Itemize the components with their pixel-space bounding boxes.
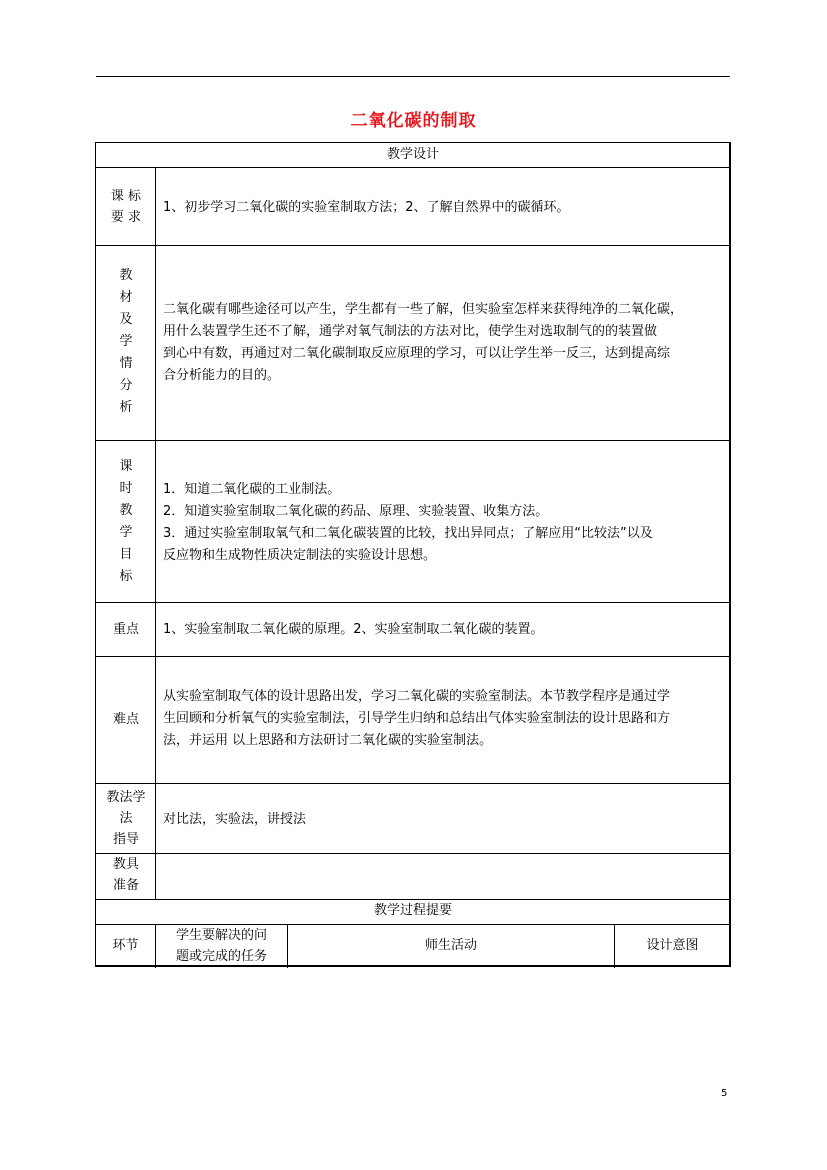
column-stage: 环节 (112, 938, 139, 953)
section-header-process-outline: 教学过程提要 (373, 903, 452, 918)
lesson-plan-table (95, 142, 731, 967)
tools-label: 教具 准备 (112, 857, 139, 893)
column-teacher-student-activity: 师生活动 (424, 938, 477, 953)
key-points-content: 1、实验室制取二氧化碳的原理。2、实验室制取二氧化碳的装置。 (163, 622, 544, 637)
methods-label: 教法学 法 指导 (106, 790, 146, 847)
document-title: 二氧化碳的制取 (350, 111, 477, 131)
header-rule (96, 76, 730, 77)
column-design-intent: 设计意图 (646, 938, 699, 953)
analysis-label: 教 材 及 学 情 分 析 (119, 268, 133, 415)
analysis-content: 二氧化碳有哪些途径可以产生，学生都有一些了解，但实验室怎样来获得纯净的二氧化碳， 用什么装置学生还不了解，通学对氧气制法的方法对比，使学生对选取制气的的装置做 到心中有数，再通过对二氧化碳制取反应原理的学习，可以让学生举一反三，达到提高综 合分析能力的目的。 (163, 302, 684, 383)
column-student-task: 学生要解决的问 题或完成的任务 (175, 928, 267, 964)
curriculum-label: 课 标 要 求 (110, 189, 142, 225)
page-number: 5 (721, 1088, 728, 1099)
key-points-label: 重点 (112, 622, 139, 637)
objectives-content: 1．知道二氧化碳的工业制法。 2．知道实验室制取二氧化碳的药品、原理、实验装置、收集方法。 3．通过实验室制取氧气和二氧化碳装置的比较，找出异同点；了解应用“比较法”以及 反应物和生成物性质决定制法的实验设计思想。 (163, 482, 653, 563)
curriculum-content: 1、初步学习二氧化碳的实验室制取方法；2、了解自然界中的碳循环。 (163, 200, 570, 215)
difficulties-content: 从实验室制取气体的设计思路出发，学习二氧化碳的实验室制法。本节教学程序是通过学 生回顾和分析氧气的实验室制法，引导学生归纳和总结出气体实验室制法的设计思路和方 法，并运用 以上思路和方法研讨二氧化碳的实验室制法。 (163, 689, 671, 748)
difficulties-label: 难点 (112, 712, 139, 727)
section-header-teaching-design: 教学设计 (386, 147, 439, 162)
methods-content: 对比法，实验法，讲授法 (163, 812, 307, 827)
objectives-label: 课 时 教 学 目 标 (119, 459, 133, 584)
